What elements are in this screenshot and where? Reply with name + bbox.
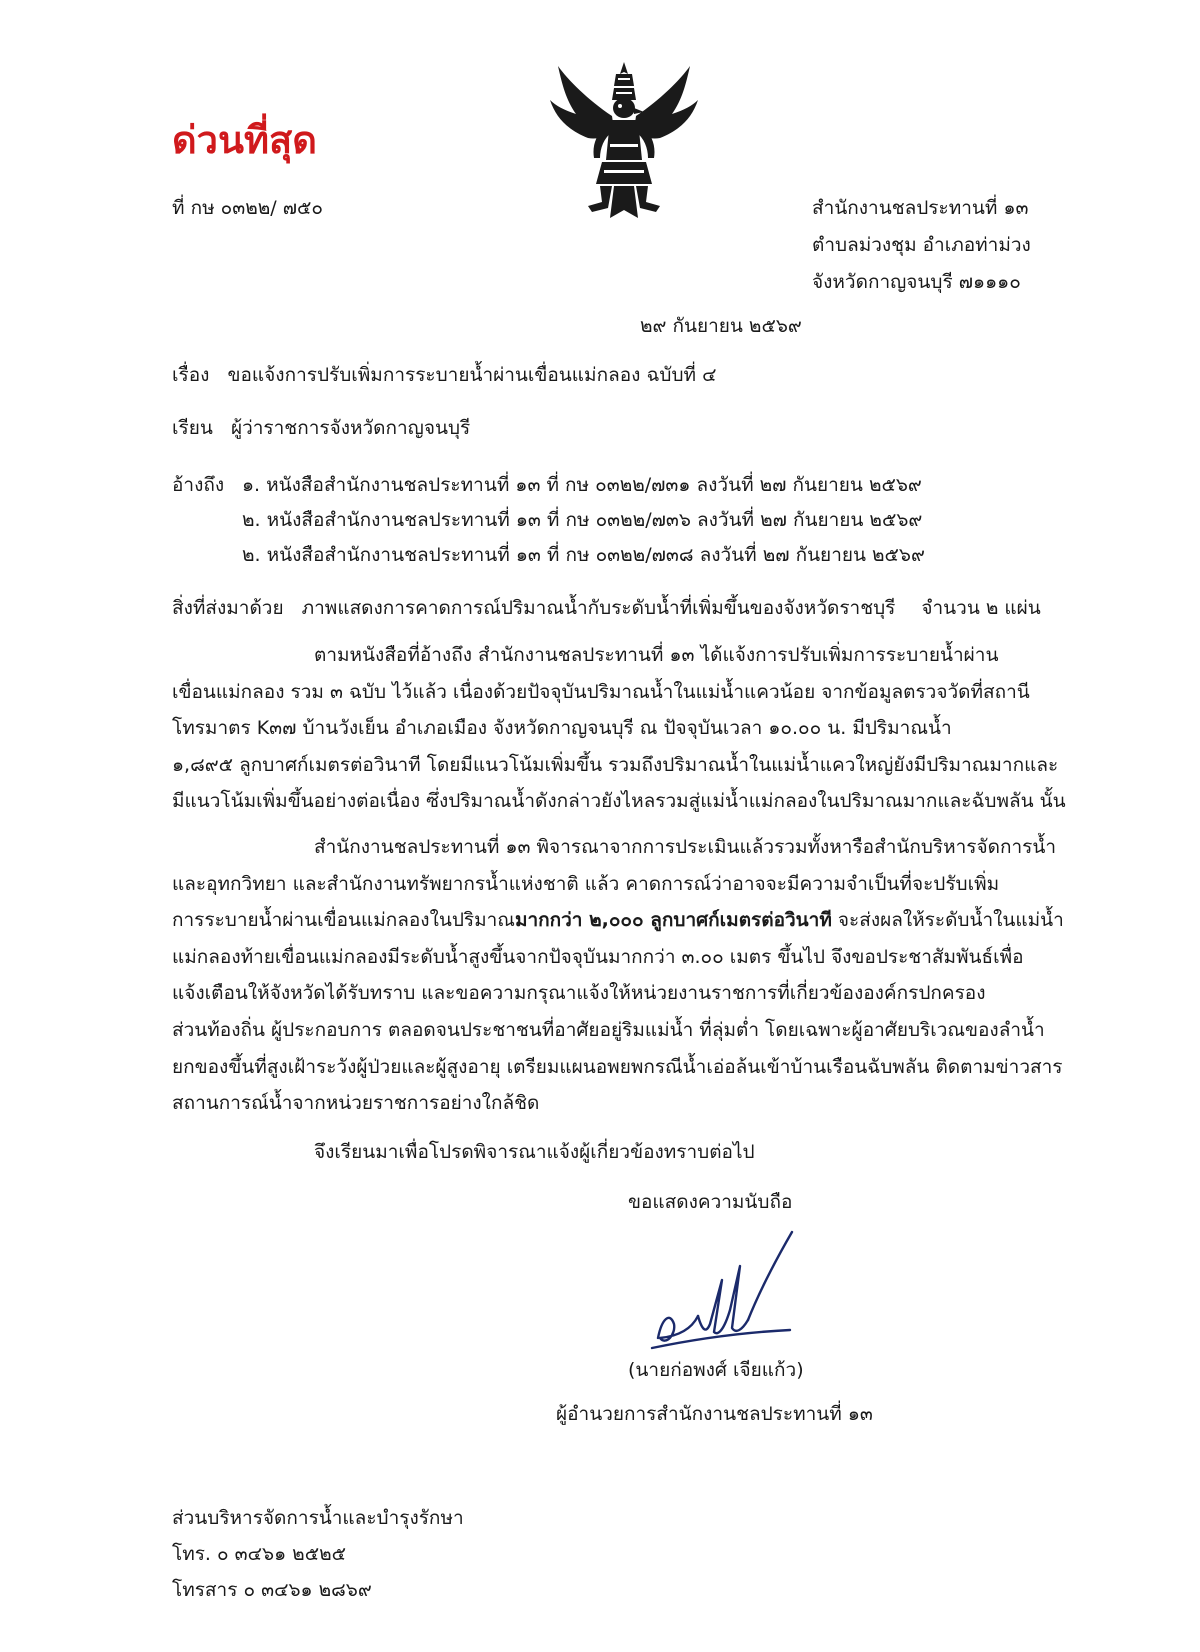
paragraph-line: ๑,๘๙๕ ลูกบาศก์เมตรต่อวินาที โดยมีแนวโน้มเพิ่มขึ้น รวมถึงปริมาณน้ำในแม่น้ำแควใหญ่ยังมีปริมาณมากและ	[172, 753, 1059, 776]
subject-line	[172, 363, 716, 387]
enclosure-description: ภาพแสดงการคาดการณ์ปริมาณน้ำกับระดับน้ำที่เพิ่มขึ้นของจังหวัดราชบุรี	[301, 597, 896, 619]
paragraph-line: และอุทกวิทยา และสำนักงานทรัพยากรน้ำแห่งชาติ แล้ว คาดการณ์ว่าอาจจะมีความจำเป็นที่จะปรับเพิ่ม	[172, 872, 1000, 895]
paragraph-line: โทรมาตร K๓๗ บ้านวังเย็น อำเภอเมือง จังหวัดกาญจนบุรี ณ ปัจจุบันเวลา ๑๐.๐๐ น. มีปริมาณน้ำ	[172, 717, 952, 740]
body-paragraph-2	[172, 829, 1089, 1122]
signer-title: ผู้อำนวยการสำนักงานชลประทานที่ ๑๓	[556, 1403, 873, 1425]
regards-line: ขอแสดงความนับถือ	[628, 1191, 793, 1213]
subject-text: ขอแจ้งการปรับเพิ่มการระบายน้ำผ่านเขื่อนแม่กลอง ฉบับที่ ๔	[227, 364, 717, 386]
enclosure-label: สิ่งที่ส่งมาด้วย	[172, 597, 284, 619]
paragraph-line: สำนักงานชลประทานที่ ๑๓ พิจารณาจากการประเมินแล้วรวมทั้งหารือสำนักบริหารจัดการน้ำ	[314, 836, 1057, 858]
reference-text: ๑. หนังสือสำนักงานชลประทานที่ ๑๓ ที่ กษ ๐๓๒๒/๗๓๑ ลงวันที่ ๒๗ กันยายน ๒๕๖๙	[242, 474, 922, 496]
footer-phone: โทร. ๐ ๓๔๖๑ ๒๕๒๕	[172, 1543, 346, 1565]
paragraph-line: มีแนวโน้มเพิ่มขึ้นอย่างต่อเนื่อง ซึ่งปริมาณน้ำดังกล่าวยังไหลรวมสู่แม่น้ำแม่กลองในปริมาณมากและฉับพลัน นั้น	[172, 790, 1066, 813]
signer-name: (นายก่อพงศ์ เจียแก้ว)	[628, 1359, 804, 1381]
footer-contact	[172, 1500, 464, 1608]
urgency-label: ด่วนที่สุด	[172, 118, 317, 162]
paragraph-line: เขื่อนแม่กลอง รวม ๓ ฉบับ ไว้แล้ว เนื่องด้วยปัจจุบันปริมาณน้ำในแม่น้ำแควน้อย จากข้อมูลตรวจวัดที่สถานี	[172, 680, 1030, 703]
footer-department: ส่วนบริหารจัดการน้ำและบำรุงรักษา	[172, 1507, 464, 1529]
paragraph-line: แม่กลองท้ายเขื่อนแม่กลองมีระดับน้ำสูงขึ้นจากปัจจุบันมากกว่า ๓.๐๐ เมตร ขึ้นไป จึงขอประชาสัมพันธ์เพื่อ	[172, 945, 1024, 968]
closing-sentence: จึงเรียนมาเพื่อโปรดพิจารณาแจ้งผู้เกี่ยวข้องทราบต่อไป	[314, 1141, 755, 1163]
footer-fax: โทรสาร ๐ ๓๔๖๑ ๒๘๖๙	[172, 1579, 372, 1601]
references-label: อ้างถึง	[172, 474, 225, 496]
body-paragraph-1	[172, 637, 1089, 820]
recipient-line	[172, 416, 470, 440]
handwritten-signature	[640, 1220, 840, 1370]
paragraph-line: ตามหนังสือที่อ้างถึง สำนักงานชลประทานที่ ๑๓ ได้แจ้งการปรับเพิ่มการระบายน้ำผ่าน	[314, 644, 999, 666]
sender-province: จังหวัดกาญจนบุรี ๗๑๑๑๐	[812, 271, 1021, 293]
sender-district: ตำบลม่วงชุม อำเภอท่าม่วง	[812, 234, 1031, 256]
paragraph-line: ส่วนท้องถิ่น ผู้ประกอบการ ตลอดจนประชาชนที่อาศัยอยู่ริมแม่น้ำ ที่ลุ่มต่ำ โดยเฉพาะผู้อาศัยบริเวณของลำน้ำ	[172, 1018, 1045, 1041]
sender-address	[812, 190, 1031, 301]
garuda-emblem	[548, 60, 700, 220]
discharge-highlight: มากกว่า ๒,๐๐๐ ลูกบาศก์เมตรต่อวินาที	[514, 909, 832, 932]
enclosure-count: จำนวน ๒ แผ่น	[921, 597, 1041, 619]
recipient-text: ผู้ว่าราชการจังหวัดกาญจนบุรี	[230, 417, 471, 439]
paragraph-text: จะส่งผลให้ระดับน้ำในแม่น้ำ	[831, 909, 1064, 932]
reference-text: ๒. หนังสือสำนักงานชลประทานที่ ๑๓ ที่ กษ ๐๓๒๒/๗๓๘ ลงวันที่ ๒๗ กันยายน ๒๕๖๙	[242, 544, 925, 566]
paragraph-text: การระบายน้ำผ่านเขื่อนแม่กลองในปริมาณ	[172, 909, 515, 932]
subject-label: เรื่อง	[172, 364, 210, 386]
letter-date: ๒๙ กันยายน ๒๕๖๙	[640, 315, 802, 337]
sender-office: สำนักงานชลประทานที่ ๑๓	[812, 197, 1029, 219]
recipient-label: เรียน	[172, 417, 213, 439]
paragraph-line	[172, 902, 1089, 939]
reference-text: ๒. หนังสือสำนักงานชลประทานที่ ๑๓ ที่ กษ ๐๓๒๒/๗๓๖ ลงวันที่ ๒๗ กันยายน ๒๕๖๙	[242, 509, 923, 531]
enclosure-line	[172, 596, 1041, 620]
paragraph-line: แจ้งเตือนให้จังหวัดได้รับทราบ และขอความกรุณาแจ้งให้หน่วยงานราชการที่เกี่ยวข้ององค์กรปกครอง	[172, 982, 986, 1005]
paragraph-line: ยกของขึ้นที่สูงเฝ้าระวังผู้ป่วยและผู้สูงอายุ เตรียมแผนอพยพกรณีน้ำเอ่อล้นเข้าบ้านเรือนฉับพลัน ติดตามข่าวสาร	[172, 1055, 1063, 1078]
document-number: ที่ กษ ๐๓๒๒/ ๗๕๐	[172, 197, 323, 219]
paragraph-line: สถานการณ์น้ำจากหน่วยราชการอย่างใกล้ชิด	[172, 1092, 540, 1115]
